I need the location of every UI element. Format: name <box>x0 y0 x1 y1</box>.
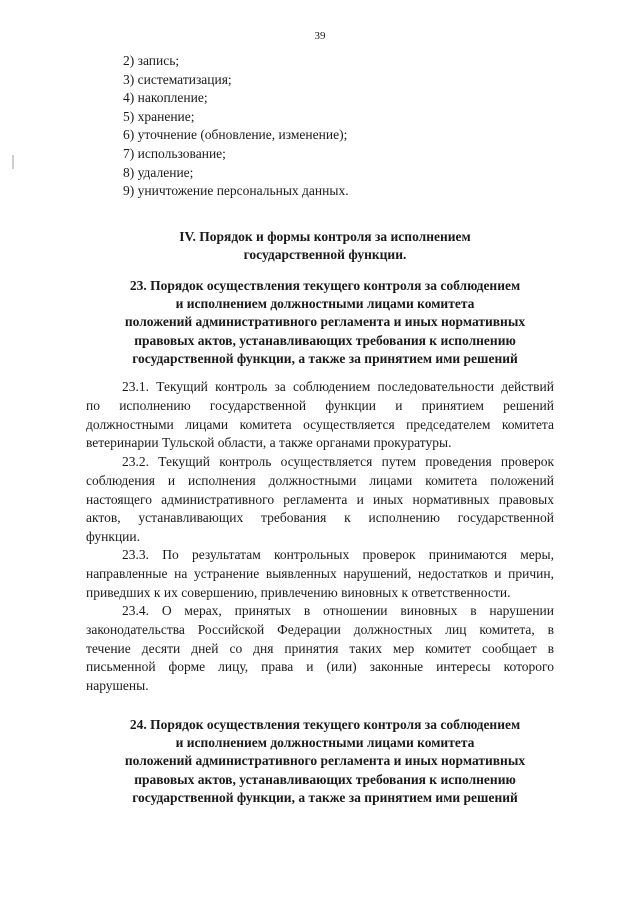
heading-line: 24. Порядок осуществления текущего контроля за соблюдением <box>129 717 521 732</box>
paragraph-line: соблюдения и исполнения должностными лицами комитета положений <box>86 472 554 488</box>
heading-line: государственной функции. <box>243 247 407 263</box>
heading-line: правовых актов, устанавливающих требования к исполнению <box>134 332 516 348</box>
heading-line: государственной функции, а также за принятием ими решений <box>132 350 518 366</box>
list-item: 6) уточнение (обновление, изменение); <box>123 127 348 143</box>
list-item: 5) хранение; <box>123 108 195 124</box>
heading-line: положений административного регламента и иных нормативных <box>124 314 526 330</box>
paragraph-line: настоящего административного регламента и иных нормативных правовых <box>86 491 554 507</box>
heading-line: IV. Порядок и формы контроля за исполнением <box>179 229 471 244</box>
paragraph-23-2 <box>86 453 554 547</box>
paragraph-line: течение десяти дней со дня принятия таких мер комитет сообщает в <box>86 640 554 656</box>
section-4-heading <box>80 228 570 264</box>
heading-line: и исполнением должностными лицами комитета <box>175 296 475 312</box>
paragraph-line: актов, устанавливающих требования к исполнению государственной <box>86 510 554 526</box>
section-23-heading <box>80 277 570 368</box>
list-item: 3) систематизация; <box>123 71 232 87</box>
paragraph-line: письменной форме лицу, права и (или) законные интересы которого <box>86 659 554 675</box>
paragraph-line: направленные на устранение выявленных нарушений, недостатков и причин, <box>86 565 554 581</box>
heading-line: 23. Порядок осуществления текущего контроля за соблюдением <box>129 278 521 293</box>
heading-line: государственной функции, а также за принятием ими решений <box>132 789 518 805</box>
paragraph-23-1 <box>86 378 554 453</box>
paragraph-line: 23.1. Текущий контроль за соблюдением последовательности действий <box>122 379 554 394</box>
paragraph-line: функции. <box>86 529 140 545</box>
section-24-heading <box>80 716 570 807</box>
heading-line: правовых актов, устанавливающих требования к исполнению <box>134 771 516 787</box>
paragraph-23-4 <box>86 602 554 696</box>
paragraph-line: законодательства Российской Федерации должностных лиц комитета, в <box>86 621 554 637</box>
paragraph-line: приведших к их совершению, привлечению виновных к ответственности. <box>86 584 511 600</box>
list-item: 4) накопление; <box>123 90 208 106</box>
paragraph-line: 23.3. По результатам контрольных проверок принимаются меры, <box>122 547 554 562</box>
paragraph-line: ветеринарии Тульской области, а также органами прокуратуры. <box>86 435 452 451</box>
paragraph-line: 23.4. О мерах, принятых в отношении виновных в нарушении <box>122 603 554 618</box>
list-item: 7) использование; <box>123 145 226 161</box>
processing-actions-list <box>123 52 349 201</box>
paragraph-line: нарушены. <box>86 678 149 694</box>
paragraph-line: должностными лицами комитета осуществляется председателем комитета <box>86 416 554 432</box>
list-item: 8) удаление; <box>123 164 194 180</box>
paragraph-23-3 <box>86 546 554 602</box>
paragraph-line: 23.2. Текущий контроль осуществляется путем проведения проверок <box>122 454 554 469</box>
page-number: 39 <box>314 30 326 42</box>
list-item: 9) уничтожение персональных данных. <box>123 183 349 199</box>
heading-line: положений административного регламента и иных нормативных <box>124 753 526 769</box>
scan-margin-mark <box>12 155 14 169</box>
paragraph-line: по исполнению государственной функции и принятием решений <box>86 397 554 413</box>
heading-line: и исполнением должностными лицами комитета <box>175 735 475 751</box>
list-item: 2) запись; <box>123 53 180 68</box>
